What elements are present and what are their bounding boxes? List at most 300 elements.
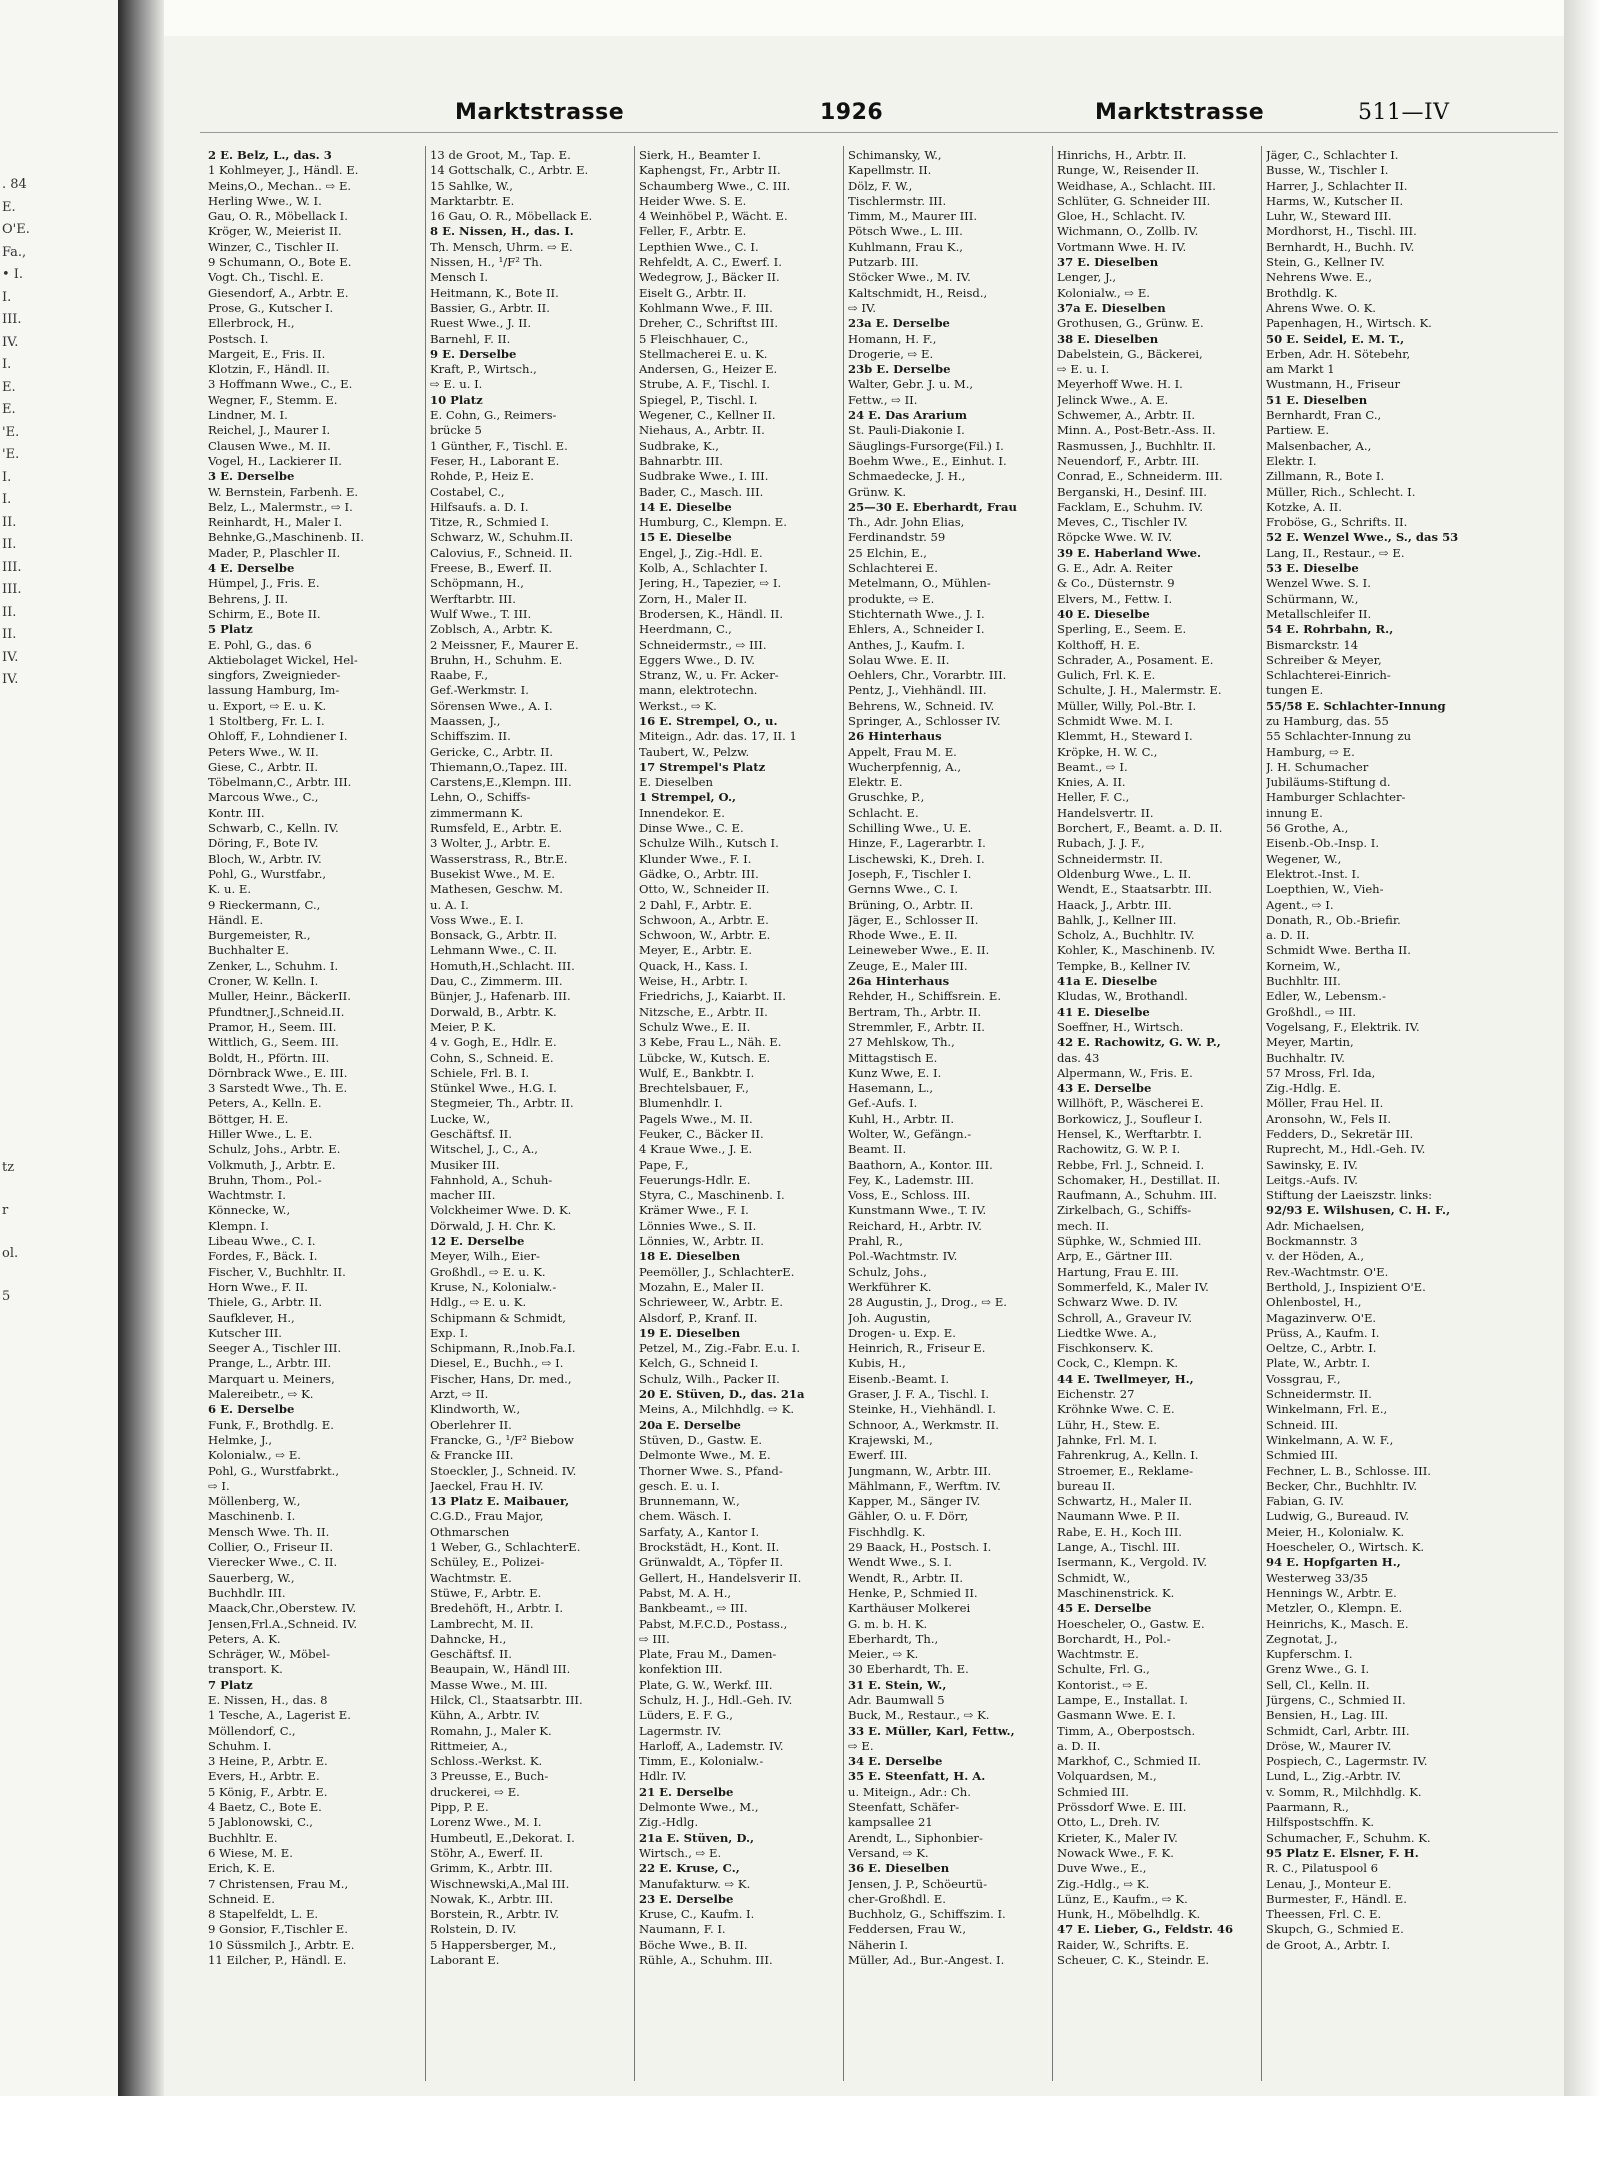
directory-entry: Müller, Willy, Pol.-Btr. I. bbox=[1057, 698, 1197, 713]
directory-entry: Kruse, N., Kolonialw.- bbox=[430, 1279, 557, 1294]
directory-entry: kampsallee 21 bbox=[848, 1815, 933, 1830]
directory-entry: Wustmann, H., Friseur bbox=[1266, 377, 1401, 392]
directory-entry: G. m. b. H. K. bbox=[848, 1616, 928, 1631]
directory-entry: Plate, G. W., Werkf. III. bbox=[639, 1677, 773, 1692]
directory-entry: Sell, Cl., Kelln. II. bbox=[1266, 1677, 1370, 1692]
directory-entry: bureau II. bbox=[1057, 1478, 1116, 1493]
directory-entry: brücke 5 bbox=[430, 423, 482, 438]
directory-entry: Volquardsen, M., bbox=[1057, 1769, 1157, 1784]
directory-entry: Adr. Baumwall 5 bbox=[848, 1692, 945, 1707]
directory-entry: Graser, J. F. A., Tischl. I. bbox=[848, 1387, 990, 1402]
directory-entry: Schreiber & Meyer, bbox=[1266, 652, 1382, 667]
directory-entry: Ewerf. III. bbox=[848, 1448, 908, 1463]
directory-entry: Feser, H., Laborant E. bbox=[430, 453, 560, 468]
directory-entry: Fordes, F., Bäck. I. bbox=[208, 1249, 318, 1264]
directory-entry: Bertram, Th., Arbtr. II. bbox=[848, 1004, 982, 1019]
directory-entry: Donath, R., Ob.-Briefir. bbox=[1266, 912, 1401, 927]
directory-entry: macher III. bbox=[430, 1188, 496, 1203]
directory-entry: Wucherpfennig, A., bbox=[848, 759, 962, 774]
directory-entry: Soeffner, H., Wirtsch. bbox=[1057, 1019, 1184, 1034]
directory-entry: Schneidermstr. II. bbox=[1266, 1387, 1372, 1402]
directory-entry: Zig.-Hdlg., ⇨ K. bbox=[1057, 1876, 1150, 1891]
margin-fragment: IV. bbox=[2, 672, 19, 687]
header-right-title: Marktstrasse bbox=[1095, 100, 1265, 125]
directory-entry: produkte, ⇨ E. bbox=[848, 591, 935, 606]
directory-entry: Lindner, M. I. bbox=[208, 408, 288, 423]
directory-entry: Kontr. III. bbox=[208, 805, 265, 820]
margin-fragment: r bbox=[2, 1203, 9, 1218]
directory-entry: Fischhdlg. K. bbox=[848, 1524, 926, 1539]
directory-entry: 95 Platz E. Elsner, F. H. bbox=[1266, 1845, 1419, 1860]
directory-entry: Arzt, ⇨ II. bbox=[430, 1387, 489, 1402]
directory-entry: Scheuer, C. K., Steindr. E. bbox=[1057, 1953, 1210, 1968]
directory-entry: 18 E. Dieselben bbox=[639, 1249, 741, 1264]
directory-entry: Mählmann, F., Werftm. IV. bbox=[848, 1478, 1001, 1493]
directory-entry: Leitgs.-Aufs. IV. bbox=[1266, 1172, 1358, 1187]
directory-entry: v. der Höden, A., bbox=[1266, 1249, 1365, 1264]
directory-entry: Wasserstrass, R., Btr.E. bbox=[430, 851, 568, 866]
directory-entry: Duve Wwe., E., bbox=[1057, 1861, 1147, 1876]
directory-entry: de Groot, A., Arbtr. I. bbox=[1266, 1937, 1391, 1952]
page-header bbox=[0, 100, 1600, 130]
directory-entry: Stoeckler, J., Schneid. IV. bbox=[430, 1463, 577, 1478]
directory-entry: Mathesen, Geschw. M. bbox=[430, 882, 563, 897]
directory-entry: 44 E. Twellmeyer, H., bbox=[1057, 1371, 1194, 1386]
directory-entry: Schürmann, W., bbox=[1266, 591, 1359, 606]
directory-entry: Humbeutl, E.,Dekorat. I. bbox=[430, 1830, 575, 1845]
margin-fragment: 'E. bbox=[2, 424, 20, 440]
directory-entry: 3 Heine, P., Arbtr. E. bbox=[208, 1754, 328, 1769]
directory-entry: Jering, H., Tapezier, ⇨ I. bbox=[639, 576, 782, 591]
directory-entry: Gef.-Werkmstr. I. bbox=[430, 683, 529, 698]
directory-entry: Weidhase, A., Schlacht. III. bbox=[1057, 178, 1216, 193]
directory-entry: Schaumberg Wwe., C. III. bbox=[639, 178, 791, 193]
directory-entry: Nowak, K., Arbtr. III. bbox=[430, 1891, 554, 1906]
directory-entry: Fechner, L. B., Schlosse. III. bbox=[1266, 1463, 1431, 1478]
directory-entry: Möllendorf, C., bbox=[208, 1723, 296, 1738]
margin-fragment: II. bbox=[2, 514, 17, 530]
directory-entry: Schwoon, A., Arbtr. E. bbox=[639, 912, 769, 927]
directory-entry: Rittmeier, A., bbox=[430, 1738, 508, 1753]
directory-entry: 4 Kraue Wwe., J. E. bbox=[639, 1142, 753, 1157]
directory-entry: Müller, Rich., Schlecht. I. bbox=[1266, 484, 1416, 499]
directory-entry: Nitzsche, E., Arbtr. II. bbox=[639, 1004, 768, 1019]
directory-entry: Bismarckstr. 14 bbox=[1266, 637, 1359, 652]
directory-entry: 56 Grothe, A., bbox=[1266, 821, 1349, 836]
directory-entry: Vierecker Wwe., C. II. bbox=[208, 1555, 338, 1570]
directory-entry: 11 Eilcher, P., Händl. E. bbox=[208, 1953, 347, 1968]
directory-entry: Boldt, H., Pförtn. III. bbox=[208, 1050, 330, 1065]
directory-entry: Gericke, C., Arbtr. II. bbox=[430, 744, 554, 759]
directory-entry: Süphke, W., Schmied III. bbox=[1057, 1234, 1202, 1249]
directory-entry: Buchhltr. E. bbox=[208, 1830, 278, 1845]
directory-entry: 9 Gonsior, F.,Tischler E. bbox=[208, 1922, 348, 1937]
directory-entry: Feuerungs-Hdlr. E. bbox=[639, 1172, 751, 1187]
directory-entry: 37 E. Dieselben bbox=[1057, 255, 1159, 270]
directory-entry: Wachtmstr. I. bbox=[208, 1188, 286, 1203]
directory-entry: Kohlmann Wwe., F. III. bbox=[639, 300, 773, 315]
directory-entry: Brunnemann, W., bbox=[639, 1494, 740, 1509]
directory-entry: Andersen, G., Heizer E. bbox=[639, 362, 778, 377]
directory-entry: ⇨ IV. bbox=[848, 300, 877, 315]
directory-entry: Arp, E., Gärtner III. bbox=[1057, 1249, 1173, 1264]
directory-entry: Wegner, F., Stemm. E. bbox=[208, 392, 338, 407]
directory-entry: Dinse Wwe., C. E. bbox=[639, 821, 744, 836]
directory-entry: Kapellmstr. II. bbox=[848, 163, 932, 178]
margin-fragment: II. bbox=[2, 604, 17, 620]
directory-entry: Bensien, H., Lag. III. bbox=[1266, 1708, 1389, 1723]
directory-entry: Friedrichs, J., Kaiarbt. II. bbox=[639, 989, 786, 1004]
directory-entry: Walter, Gebr. J. u. M., bbox=[848, 377, 974, 392]
directory-entry: Margeit, E., Fris. II. bbox=[208, 346, 326, 361]
directory-entry: Pentz, J., Viehhändl. III. bbox=[848, 683, 987, 698]
directory-entry: Töbelmann,C., Arbtr. III. bbox=[208, 775, 352, 790]
directory-entry: singfors, Zweignieder- bbox=[208, 668, 341, 683]
directory-entry: Kapper, M., Sänger IV. bbox=[848, 1494, 981, 1509]
directory-entry: mech. II. bbox=[1057, 1218, 1110, 1233]
directory-entry: Bruhn, H., Schuhm. E. bbox=[430, 652, 563, 667]
directory-entry: Grünwaldt, A., Töpfer II. bbox=[639, 1555, 784, 1570]
directory-entry: 22 E. Kruse, C., bbox=[639, 1861, 740, 1876]
directory-entry: Facklam, E., Schuhm. IV. bbox=[1057, 499, 1204, 514]
directory-entry: Meier., ⇨ K. bbox=[848, 1647, 919, 1662]
directory-entry: 1 Tesche, A., Lagerist E. bbox=[208, 1708, 351, 1723]
directory-entry: Carstens,E.,Klempn. III. bbox=[430, 775, 572, 790]
directory-entry: Bonsack, G., Arbtr. II. bbox=[430, 928, 558, 943]
directory-entry: Kohler, K., Maschinenb. IV. bbox=[1057, 943, 1216, 958]
directory-entry: Ellerbrock, H., bbox=[208, 316, 295, 331]
column-divider bbox=[1261, 146, 1262, 2081]
directory-column-5 bbox=[1057, 148, 1259, 2078]
directory-entry: Schulz, Johs., Arbtr. E. bbox=[208, 1142, 341, 1157]
directory-entry: Liedtke Wwe. A., bbox=[1057, 1325, 1157, 1340]
directory-entry: Schulz Wwe., E. II. bbox=[639, 1019, 751, 1034]
directory-entry: Lüders, E. F. G., bbox=[639, 1708, 733, 1723]
directory-entry: Kolonialw., ⇨ E. bbox=[1057, 285, 1150, 300]
directory-entry: Wachtmstr. E. bbox=[430, 1570, 512, 1585]
directory-entry: Geschäftsf. II. bbox=[430, 1127, 512, 1141]
directory-entry: Prössdorf Wwe. E. III. bbox=[1057, 1800, 1187, 1815]
directory-entry: Grünw. K. bbox=[848, 484, 907, 499]
directory-entry: Schneid. E. bbox=[208, 1891, 275, 1906]
directory-entry: 47 E. Lieber, G., Feldstr. 46 bbox=[1057, 1922, 1234, 1937]
directory-entry: Lühr, H., Stew. E. bbox=[1057, 1417, 1160, 1432]
directory-entry: Brodersen, K., Händl. II. bbox=[639, 606, 784, 621]
directory-entry: Leineweber Wwe., E. II. bbox=[848, 943, 990, 958]
directory-entry: Drogerie, ⇨ E. bbox=[848, 346, 934, 361]
directory-entry: u. Miteign., Adr.: Ch. bbox=[848, 1784, 971, 1799]
directory-entry: Pape, F., bbox=[639, 1157, 689, 1172]
directory-entry: Schlüter, G. Schneider III. bbox=[1057, 193, 1211, 208]
directory-entry: Mader, P., Plaschler II. bbox=[208, 545, 341, 560]
directory-entry: Eisenb.-Ob.-Insp. I. bbox=[1266, 836, 1380, 851]
directory-entry: Schimansky, W., bbox=[848, 148, 942, 162]
directory-entry: Stöcker Wwe., M. IV. bbox=[848, 270, 971, 285]
directory-entry: zu Hamburg, das. 55 bbox=[1266, 713, 1389, 728]
directory-entry: Lund, L., Zig.-Arbtr. IV. bbox=[1266, 1769, 1402, 1784]
margin-fragment: ol. bbox=[2, 1245, 19, 1261]
directory-entry: Bahlk, J., Kellner III. bbox=[1057, 912, 1177, 927]
directory-entry: Eichenstr. 27 bbox=[1057, 1387, 1135, 1402]
directory-entry: 25 Elchin, E., bbox=[848, 545, 927, 560]
directory-entry: Kubis, H., bbox=[848, 1356, 906, 1371]
directory-entry: Burgemeister, R., bbox=[208, 928, 311, 943]
directory-entry: 4 v. Gogh, E., Hdlr. E. bbox=[430, 1035, 557, 1050]
directory-entry: Heerdmann, C., bbox=[639, 622, 732, 637]
directory-entry: 2 E. Belz, L., das. 3 bbox=[208, 148, 332, 162]
directory-entry: Klempn. I. bbox=[208, 1218, 269, 1233]
directory-column-1 bbox=[208, 148, 410, 2078]
directory-entry: 3 Wolter, J., Arbtr. E. bbox=[430, 836, 551, 851]
directory-entry: Meier, P. K. bbox=[430, 1019, 497, 1034]
directory-entry: Schlacht. E. bbox=[848, 805, 919, 820]
directory-entry: 50 E. Seidel, E. M. T., bbox=[1266, 331, 1405, 346]
directory-entry: Bader, C., Masch. III. bbox=[639, 484, 764, 499]
directory-entry: Nowack Wwe., F. K. bbox=[1057, 1845, 1174, 1860]
directory-entry: Harms, W., Kutscher II. bbox=[1266, 193, 1404, 208]
directory-entry: 20 E. Stüven, D., das. 21a bbox=[639, 1387, 805, 1402]
directory-entry: Rohde, P., Heiz E. bbox=[430, 469, 534, 484]
directory-entry: Marcous Wwe., C., bbox=[208, 790, 319, 805]
directory-entry: Bockmannstr. 3 bbox=[1266, 1234, 1358, 1249]
directory-entry: a. D. II. bbox=[1266, 928, 1310, 943]
directory-entry: Wegener, W., bbox=[1266, 851, 1342, 866]
directory-entry: Partiew. E. bbox=[1266, 423, 1330, 438]
directory-entry: Schroll, A., Graveur IV. bbox=[1057, 1310, 1193, 1325]
directory-entry: Rebbe, Frl. J., Schneid. I. bbox=[1057, 1157, 1205, 1172]
directory-entry: Jelinck Wwe., A. E. bbox=[1057, 392, 1169, 407]
directory-entry: Giese, C., Arbtr. II. bbox=[208, 759, 319, 774]
directory-entry: Dörnbrack Wwe., E. III. bbox=[208, 1065, 348, 1080]
directory-entry: Schwoon, W., Arbtr. E. bbox=[639, 928, 771, 943]
directory-entry: Jensen,Frl.A.,Schneid. IV. bbox=[208, 1616, 358, 1631]
directory-entry: Stüwe, F., Arbtr. E. bbox=[430, 1585, 542, 1600]
directory-entry: Rasmussen, J., Buchhltr. II. bbox=[1057, 438, 1216, 453]
directory-entry: Gulich, Frl. K. E. bbox=[1057, 668, 1156, 683]
directory-entry: Schlachterei-Einrich- bbox=[1266, 668, 1391, 683]
margin-fragment: I. bbox=[2, 289, 12, 305]
directory-entry: Buchhaltr. IV. bbox=[1266, 1050, 1345, 1065]
directory-column-2 bbox=[430, 148, 632, 2078]
directory-entry: Sarfaty, A., Kantor I. bbox=[639, 1524, 760, 1539]
directory-entry: 33 E. Müller, Karl, Fettw., bbox=[848, 1723, 1015, 1738]
directory-entry: Eisenb.-Beamt. I. bbox=[848, 1371, 950, 1386]
directory-entry: Pospiech, C., Lagermstr. IV. bbox=[1266, 1754, 1428, 1769]
directory-entry: Jungmann, W., Arbtr. III. bbox=[848, 1463, 992, 1478]
directory-entry: mann, elektrotechn. bbox=[639, 683, 758, 698]
directory-entry: 8 E. Nissen, H., das. I. bbox=[430, 224, 574, 239]
directory-entry: Busse, W., Tischler I. bbox=[1266, 163, 1389, 178]
directory-entry: 23a E. Derselbe bbox=[848, 316, 950, 331]
directory-entry: Sommerfeld, K., Maler IV. bbox=[1057, 1279, 1209, 1294]
directory-entry: Dröse, W., Maurer IV. bbox=[1266, 1738, 1392, 1753]
directory-entry: Brockstädt, H., Kont. II. bbox=[639, 1540, 780, 1555]
directory-entry: 52 E. Wenzel Wwe., S., das 53 bbox=[1266, 530, 1459, 545]
directory-entry: 20a E. Derselbe bbox=[639, 1417, 741, 1432]
directory-entry: Zillmann, R., Bote I. bbox=[1266, 469, 1385, 484]
directory-entry: Hoescheler, O., Wirtsch. K. bbox=[1266, 1540, 1425, 1555]
margin-fragment: • I. bbox=[2, 267, 24, 282]
directory-entry: Musiker III. bbox=[430, 1157, 500, 1172]
directory-entry: Lehmann Wwe., C. II. bbox=[430, 943, 557, 958]
margin-fragment: E. bbox=[2, 379, 16, 395]
directory-entry: Naumann Wwe. P. II. bbox=[1057, 1509, 1180, 1524]
directory-entry: Aktiebolaget Wickel, Hel- bbox=[208, 652, 358, 667]
directory-entry: Hunk, H., Möbelhdlg. K. bbox=[1057, 1907, 1201, 1922]
directory-entry: Meier, H., Kolonialw. K. bbox=[1266, 1524, 1405, 1539]
directory-entry: Ohlenbostel, H., bbox=[1266, 1295, 1362, 1310]
margin-fragment: II. bbox=[2, 627, 17, 642]
directory-entry: Klunder Wwe., F. I. bbox=[639, 851, 752, 866]
directory-entry: Pramor, H., Seem. III. bbox=[208, 1019, 337, 1034]
book-gutter-shadow bbox=[118, 0, 164, 2177]
directory-entry: Schwarz, W., Schuhm.II. bbox=[430, 530, 574, 545]
directory-entry: Giesendorf, A., Arbtr. E. bbox=[208, 285, 349, 300]
directory-entry: 37a E. Dieselben bbox=[1057, 300, 1166, 315]
directory-entry: Werftarbtr. III. bbox=[430, 591, 516, 606]
directory-entry: Erich, K. E. bbox=[208, 1861, 276, 1876]
directory-entry: Steenfatt, Schäfer- bbox=[848, 1800, 960, 1815]
directory-entry: Drogen- u. Exp. E. bbox=[848, 1325, 956, 1340]
directory-entry: 7 Platz bbox=[208, 1677, 253, 1692]
directory-entry: Reichard, H., Arbtr. IV. bbox=[848, 1218, 982, 1233]
directory-entry: Winkelmann, A. W. F., bbox=[1266, 1432, 1394, 1447]
directory-entry: Versand, ⇨ K. bbox=[848, 1845, 929, 1860]
directory-entry: Dau, C., Zimmerm. III. bbox=[430, 974, 563, 989]
directory-entry: Wachtmstr. E. bbox=[1057, 1647, 1139, 1662]
directory-entry: Hinrichs, H., Arbtr. II. bbox=[1057, 148, 1187, 162]
directory-entry: Harloff, A., Lademstr. IV. bbox=[639, 1738, 784, 1753]
directory-entry: Schneidermstr., ⇨ III. bbox=[639, 637, 767, 652]
directory-entry: Rev.-Wachtmstr. O'E. bbox=[1266, 1264, 1389, 1279]
directory-entry: Hinze, F., Lagerarbtr. I. bbox=[848, 836, 986, 851]
directory-entry: Fabian, G. IV. bbox=[1266, 1494, 1344, 1509]
directory-entry: Brechtelsbauer, F., bbox=[639, 1081, 749, 1096]
directory-entry: Naumann, F. I. bbox=[639, 1922, 726, 1937]
directory-entry: Saufklever, H., bbox=[208, 1310, 295, 1325]
directory-entry: Jäger, C., Schlachter I. bbox=[1266, 148, 1399, 162]
directory-entry: Hamburger Schlachter- bbox=[1266, 790, 1406, 805]
directory-entry: Volkmuth, J., Arbtr. E. bbox=[208, 1157, 336, 1172]
directory-entry: Reinhardt, H., Maler I. bbox=[208, 515, 343, 530]
margin-fragment: IV. bbox=[2, 649, 19, 665]
directory-entry: Kröpke, H. W. C., bbox=[1057, 744, 1158, 759]
directory-entry: Luhr, W., Steward III. bbox=[1266, 209, 1392, 224]
directory-entry: ⇨ I. bbox=[208, 1478, 230, 1493]
directory-entry: druckerei, ⇨ E. bbox=[430, 1784, 520, 1799]
directory-entry: 25—30 E. Eberhardt, Frau bbox=[848, 499, 1017, 514]
directory-entry: Ehlers, A., Schneider I. bbox=[848, 622, 985, 637]
directory-entry: Pipp, P. E. bbox=[430, 1800, 489, 1815]
directory-entry: Stichternath Wwe., J. I. bbox=[848, 606, 985, 621]
directory-entry: Schmaedecke, J. H., bbox=[848, 469, 966, 484]
directory-entry: Böche Wwe., B. II. bbox=[639, 1937, 748, 1952]
directory-entry: E. Cohn, G., Reimers- bbox=[430, 408, 557, 423]
directory-entry: Schnoor, A., Werkmstr. II. bbox=[848, 1417, 999, 1432]
directory-entry: Kolthoff, H. E. bbox=[1057, 637, 1140, 652]
directory-entry: Postsch. I. bbox=[208, 331, 269, 346]
directory-entry: 53 E. Dieselbe bbox=[1266, 561, 1359, 576]
directory-entry: Conrad, E., Schneiderm. III. bbox=[1057, 469, 1223, 484]
directory-entry: Stiftung der Laeiszstr. links: bbox=[1266, 1188, 1433, 1203]
directory-entry: Wedegrow, J., Bäcker II. bbox=[639, 270, 780, 285]
directory-entry: Adr. Michaelsen, bbox=[1266, 1218, 1365, 1233]
directory-entry: Vogt. Ch., Tischl. E. bbox=[208, 270, 324, 285]
directory-entry: Pfundtner,J.,Schneid.II. bbox=[208, 1004, 345, 1019]
directory-entry: Malsenbacher, A., bbox=[1266, 438, 1372, 453]
directory-entry: Zirkelbach, G., Schiffs- bbox=[1057, 1203, 1192, 1218]
directory-entry: Böttger, H. E. bbox=[208, 1111, 289, 1126]
directory-entry: Schwemer, A., Arbtr. II. bbox=[1057, 408, 1196, 423]
directory-entry: Otto, L., Dreh. IV. bbox=[1057, 1815, 1161, 1830]
directory-entry: Taubert, W., Pelzw. bbox=[639, 744, 750, 759]
directory-entry: Kotzke, A. II. bbox=[1266, 499, 1342, 514]
directory-entry: 57 Mross, Frl. Ida, bbox=[1266, 1065, 1376, 1080]
directory-entry: Timm, E., Kolonialw.- bbox=[639, 1754, 764, 1769]
directory-entry: 42 E. Rachowitz, G. W. P., bbox=[1057, 1035, 1221, 1050]
directory-entry: Bernhardt, Fran C., bbox=[1266, 408, 1382, 423]
directory-entry: Wischnewski,A.,Mal III. bbox=[430, 1876, 570, 1891]
directory-entry: Klotzin, F., Händl. II. bbox=[208, 362, 330, 377]
directory-entry: Schiele, Frl. B. I. bbox=[430, 1065, 530, 1080]
directory-entry: Buchhltr. III. bbox=[1266, 974, 1341, 989]
directory-entry: Raabe, F., bbox=[430, 668, 489, 683]
directory-entry: Fahnhold, A., Schuh- bbox=[430, 1172, 553, 1187]
directory-entry: Meyerhoff Wwe. H. I. bbox=[1057, 377, 1183, 392]
directory-entry: J. H. Schumacher bbox=[1266, 759, 1369, 774]
directory-entry: Lönnies Wwe., S. II. bbox=[639, 1218, 757, 1233]
directory-entry: Winzer, C., Tischler II. bbox=[208, 239, 340, 254]
directory-entry: Zegnotat, J., bbox=[1266, 1631, 1338, 1646]
directory-entry: Metallschleifer II. bbox=[1266, 606, 1372, 621]
directory-entry: Pagels Wwe., M. II. bbox=[639, 1111, 753, 1126]
directory-entry: 35 E. Steenfatt, H. A. bbox=[848, 1769, 986, 1784]
directory-entry: Kupferschm. I. bbox=[1266, 1647, 1353, 1662]
directory-entry: 19 E. Dieselben bbox=[639, 1325, 741, 1340]
directory-entry: Maassen, J., bbox=[430, 713, 501, 728]
column-divider bbox=[634, 146, 635, 2081]
directory-entry: Prahl, R., bbox=[848, 1234, 903, 1249]
directory-entry: Strube, A. F., Tischl. I. bbox=[639, 377, 770, 392]
directory-entry: Hdlg., ⇨ E. u. K. bbox=[430, 1295, 527, 1310]
directory-entry: Timm, M., Maurer III. bbox=[848, 209, 978, 224]
directory-entry: cher-Großhdl. E. bbox=[848, 1891, 946, 1906]
directory-entry: Mittagstisch E. bbox=[848, 1050, 938, 1065]
directory-entry: Schiffszim. II. bbox=[430, 729, 511, 744]
directory-entry: Sawinsky, E. IV. bbox=[1266, 1157, 1358, 1172]
directory-entry: Pabst, M. A. H., bbox=[639, 1585, 732, 1600]
directory-entry: Mensch Wwe. Th. II. bbox=[208, 1524, 330, 1539]
directory-entry: 6 Wiese, M. E. bbox=[208, 1845, 293, 1860]
directory-entry: & Co., Düsternstr. 9 bbox=[1057, 576, 1175, 591]
margin-fragment: 'E. bbox=[2, 447, 20, 462]
directory-entry: Dölz, F. W., bbox=[848, 178, 913, 193]
directory-entry: Stünkel Wwe., H.G. I. bbox=[430, 1081, 557, 1096]
directory-entry: Näherin I. bbox=[848, 1937, 909, 1952]
directory-entry: Schlachterei E. bbox=[848, 561, 938, 576]
directory-entry: Meyer, Wilh., Eier- bbox=[430, 1249, 540, 1264]
directory-entry: Runge, W., Reisender II. bbox=[1057, 163, 1200, 178]
directory-entry: Gellert, H., Handelsverir II. bbox=[639, 1570, 802, 1585]
directory-entry: Maschinenstrick. K. bbox=[1057, 1585, 1175, 1600]
directory-entry: Schüley, E., Polizei- bbox=[430, 1555, 545, 1570]
directory-entry: Baathorn, A., Kontor. III. bbox=[848, 1157, 993, 1172]
directory-entry: Styra, C., Maschinenb. I. bbox=[639, 1188, 785, 1203]
directory-entry: Gruschke, P., bbox=[848, 790, 925, 805]
directory-entry: Beamt., ⇨ I. bbox=[1057, 759, 1128, 774]
directory-entry: Klemmt, H., Steward I. bbox=[1057, 729, 1193, 744]
directory-entry: Ferdinandstr. 59 bbox=[848, 530, 946, 545]
